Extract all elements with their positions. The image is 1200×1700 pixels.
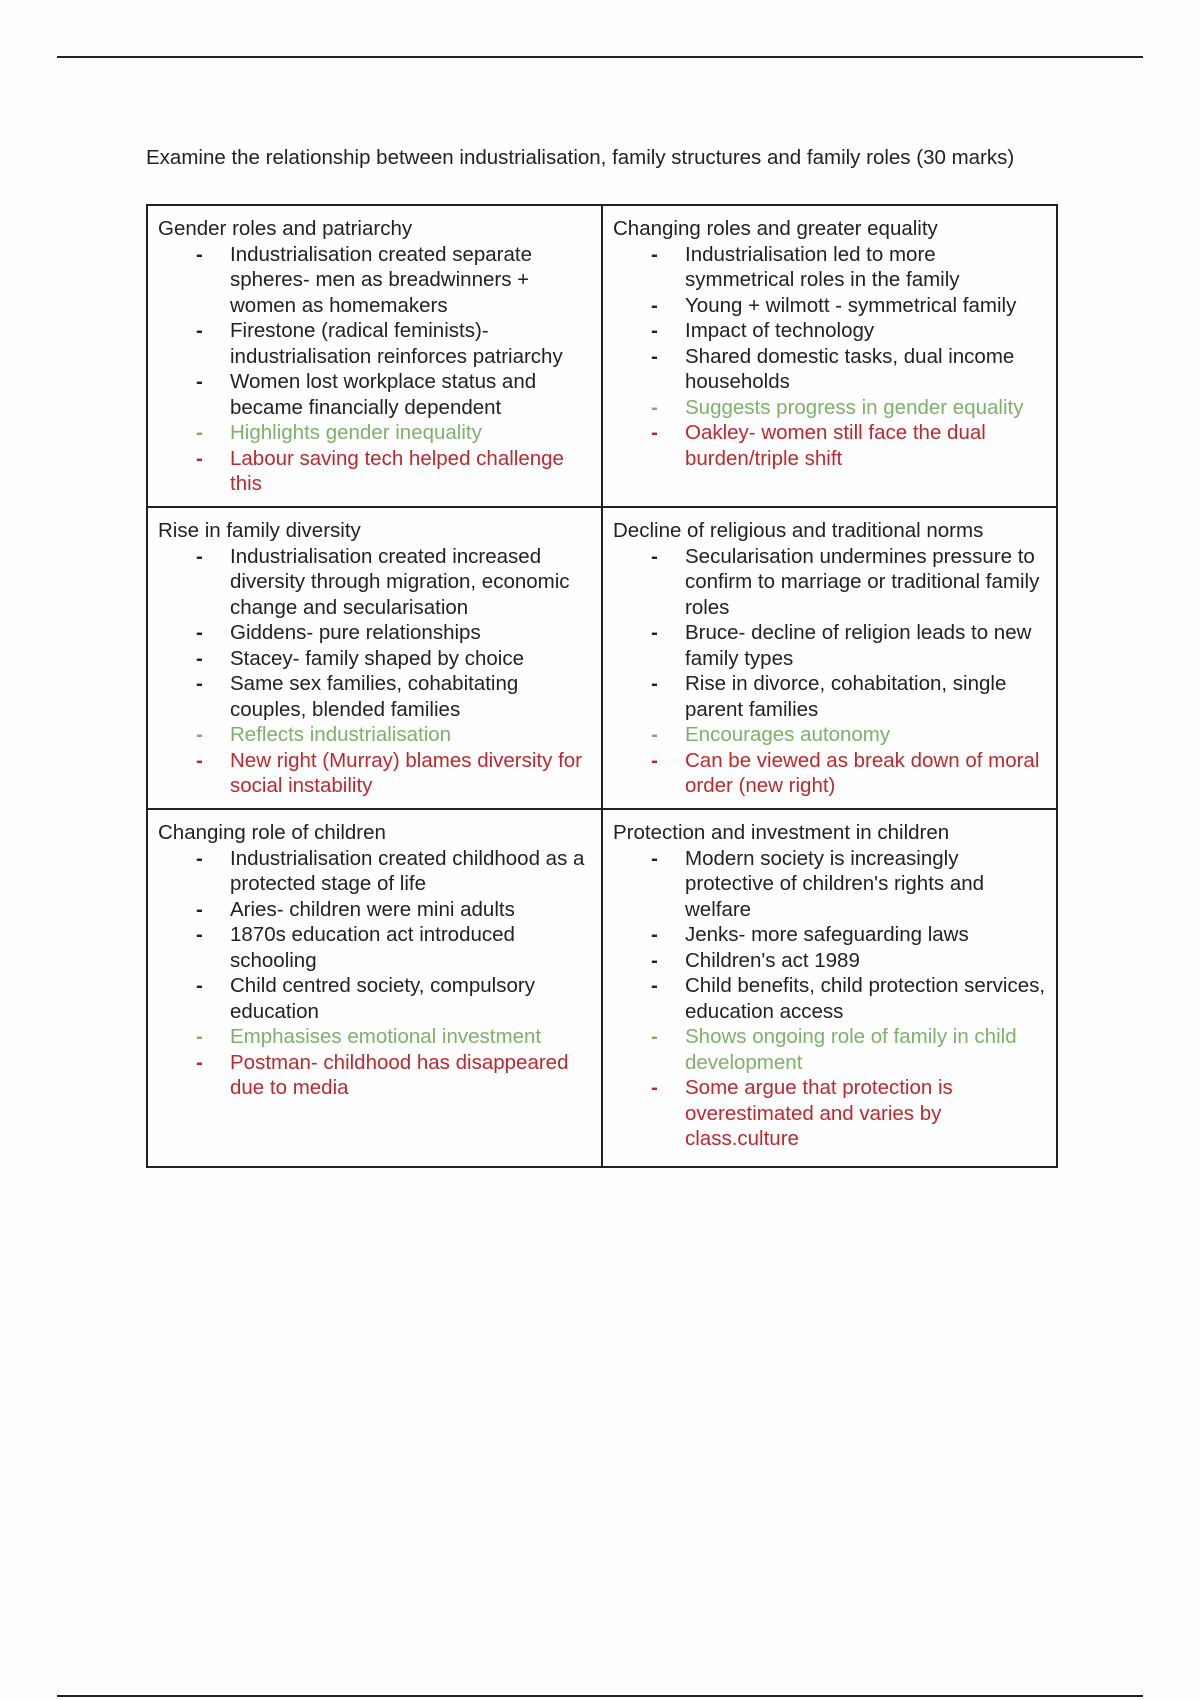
bullet-list <box>613 846 1048 1152</box>
cell-child-protection <box>603 810 1058 1166</box>
criticism-point: - Oakley- women still face the dual burden/triple shift <box>613 420 1048 471</box>
bullet-point: - Firestone (radical feminists)- industrialisation reinforces patriarchy <box>158 318 591 369</box>
bullet-point: - Impact of technology <box>613 318 1048 344</box>
bullet-point: - Industrialisation created separate spheres- men as breadwinners + women as homemakers <box>158 242 591 319</box>
cell-title: Gender roles and patriarchy <box>158 217 413 240</box>
evaluation-point: - Suggests progress in gender equality <box>613 395 1048 421</box>
bullet-list <box>613 242 1048 472</box>
evaluation-point: - Shows ongoing role of family in child development <box>613 1024 1048 1075</box>
evaluation-point: - Reflects industrialisation <box>158 722 591 748</box>
criticism-point: - Can be viewed as break down of moral order (new right) <box>613 748 1048 799</box>
bullet-point: - 1870s education act introduced schooling <box>158 922 591 973</box>
criticism-point: - New right (Murray) blames diversity for social instability <box>158 748 591 799</box>
notes-table <box>146 204 1058 1168</box>
bullet-point: - Women lost workplace status and became financially dependent <box>158 369 591 420</box>
bullet-list <box>158 544 591 799</box>
cell-family-diversity <box>148 508 603 810</box>
cell-title: Changing roles and greater equality <box>613 217 938 240</box>
essay-question: Examine the relationship between industrialisation, family structures and family roles (30 marks) <box>146 146 1015 169</box>
footer-rule <box>57 1695 1143 1697</box>
bullet-point: - Industrialisation created childhood as a protected stage of life <box>158 846 591 897</box>
bullet-point: - Children's act 1989 <box>613 948 1048 974</box>
cell-gender-roles <box>148 206 603 508</box>
bullet-point: - Jenks- more safeguarding laws <box>613 922 1048 948</box>
bullet-point: - Giddens- pure relationships <box>158 620 591 646</box>
cell-changing-roles <box>603 206 1058 508</box>
criticism-point: - Postman- childhood has disappeared due to media <box>158 1050 591 1101</box>
bullet-point: - Shared domestic tasks, dual income households <box>613 344 1048 395</box>
bullet-point: - Secularisation undermines pressure to confirm to marriage or traditional family roles <box>613 544 1048 621</box>
evaluation-point: - Highlights gender inequality <box>158 420 591 446</box>
bullet-list <box>158 242 591 497</box>
bullet-point: - Bruce- decline of religion leads to new family types <box>613 620 1048 671</box>
criticism-point: - Some argue that protection is overestimated and varies by class.culture <box>613 1075 1048 1152</box>
bullet-point: - Young + wilmott - symmetrical family <box>613 293 1048 319</box>
bullet-point: - Child benefits, child protection services, education access <box>613 973 1048 1024</box>
evaluation-point: - Emphasises emotional investment <box>158 1024 591 1050</box>
header-rule <box>57 56 1143 58</box>
cell-role-of-children <box>148 810 603 1166</box>
bullet-list <box>613 544 1048 799</box>
bullet-list <box>158 846 591 1101</box>
evaluation-point: - Encourages autonomy <box>613 722 1048 748</box>
cell-title: Decline of religious and traditional norms <box>613 519 984 542</box>
bullet-point: - Modern society is increasingly protective of children's rights and welfare <box>613 846 1048 923</box>
bullet-point: - Industrialisation led to more symmetrical roles in the family <box>613 242 1048 293</box>
cell-title: Changing role of children <box>158 821 386 844</box>
bullet-point: - Stacey- family shaped by choice <box>158 646 591 672</box>
bullet-point: - Same sex families, cohabitating couples, blended families <box>158 671 591 722</box>
bullet-point: - Rise in divorce, cohabitation, single parent families <box>613 671 1048 722</box>
cell-title: Rise in family diversity <box>158 519 361 542</box>
bullet-point: - Child centred society, compulsory education <box>158 973 591 1024</box>
cell-religious-decline <box>603 508 1058 810</box>
bullet-point: - Industrialisation created increased diversity through migration, economic change and secularisation <box>158 544 591 621</box>
criticism-point: - Labour saving tech helped challenge this <box>158 446 591 497</box>
cell-title: Protection and investment in children <box>613 821 950 844</box>
bullet-point: - Aries- children were mini adults <box>158 897 591 923</box>
